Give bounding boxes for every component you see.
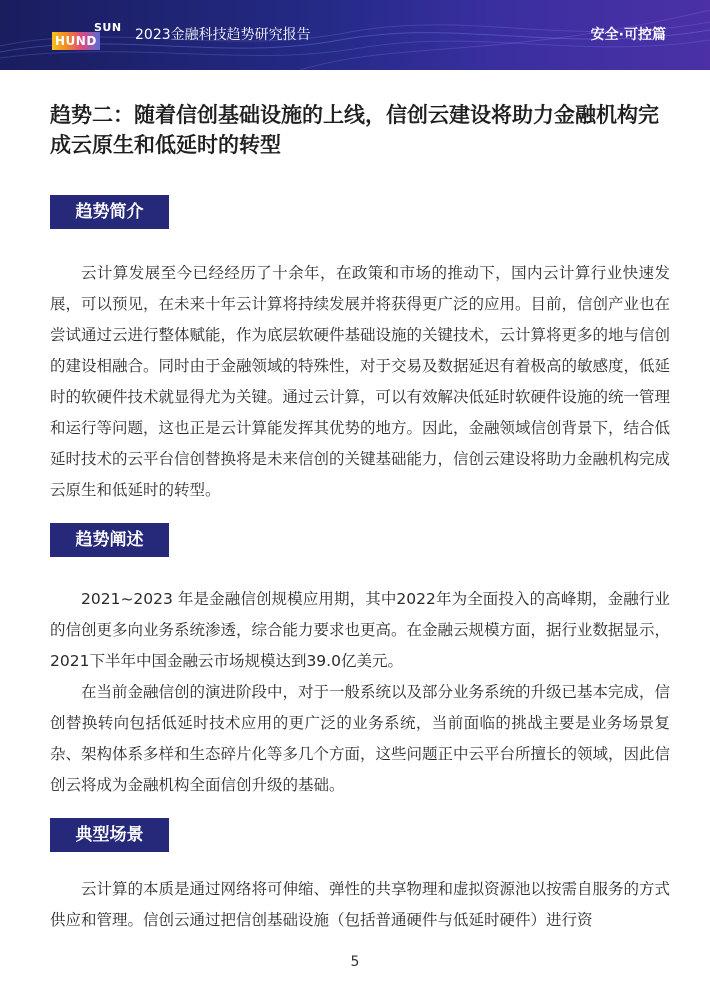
section-label-scenario: 典型场景	[50, 818, 169, 852]
page-title: 趋势二：随着信创基础设施的上线，信创云建设将助力金融机构完成云原生和低延时的转型	[50, 103, 659, 157]
report-title: 2023金融科技趋势研究报告	[135, 27, 311, 43]
section-name: 安全·可控篇	[590, 27, 666, 43]
page-header	[0, 0, 710, 70]
elaboration-paragraph-2: 在当前金融信创的演进阶段中，对于一般系统以及部分业务系统的升级已基本完成，信创替换转向包括低延时技术应用的更广泛的业务系统，当前面临的挑战主要是业务场景复杂、架构体系多样和生态碎片化等多几个方面，这些问题正中云平台所擅长的领域，因此信创云将成为金融机构全面信创升级的基础。	[50, 683, 671, 794]
section-label-intro: 趋势简介	[50, 195, 169, 229]
elaboration-paragraph-1: 2021~2023 年是金融信创规模应用期，其中2022年为全面投入的高峰期，金融行业的信创更多向业务系统渗透，综合能力要求也更高。在金融云规模方面，据行业数据显示，2021下半年中国金融云市场规模达到39.0亿美元。	[50, 590, 671, 670]
section-label-elaboration: 趋势阐述	[50, 523, 169, 557]
intro-paragraph: 云计算发展至今已经经历了十余年，在政策和市场的推动下，国内云计算行业快速发展，可以预见，在未来十年云计算将持续发展并将获得更广泛的应用。目前，信创产业也在尝试通过云进行整体赋能，作为底层软硬件基础设施的关键技术，云计算将更多的地与信创的建设相融合。同时由于金融领域的特殊性，对于交易及数据延迟有着极高的敏感度，低延时的软硬件技术就显得尤为关键。通过云计算，可以有效解决低延时软硬件设施的统一管理和运行等问题，这也正是云计算能发挥其优势的地方。因此，金融领域信创背景下，结合低延时技术的云平台信创替换将是未来信创的关键基础能力，信创云建设将助力金融机构完成云原生和低延时的转型。	[50, 264, 671, 499]
logo-sun-text: SUN	[94, 21, 122, 34]
company-logo	[52, 22, 126, 52]
page-number: 5	[350, 954, 360, 970]
logo-hund-text: HUND	[52, 32, 100, 50]
scenario-paragraph: 云计算的本质是通过网络将可伸缩、弹性的共享物理和虚拟资源池以按需自服务的方式供应和管理。信创云通过把信创基础设施（包括普通硬件与低延时硬件）进行资	[50, 880, 671, 929]
